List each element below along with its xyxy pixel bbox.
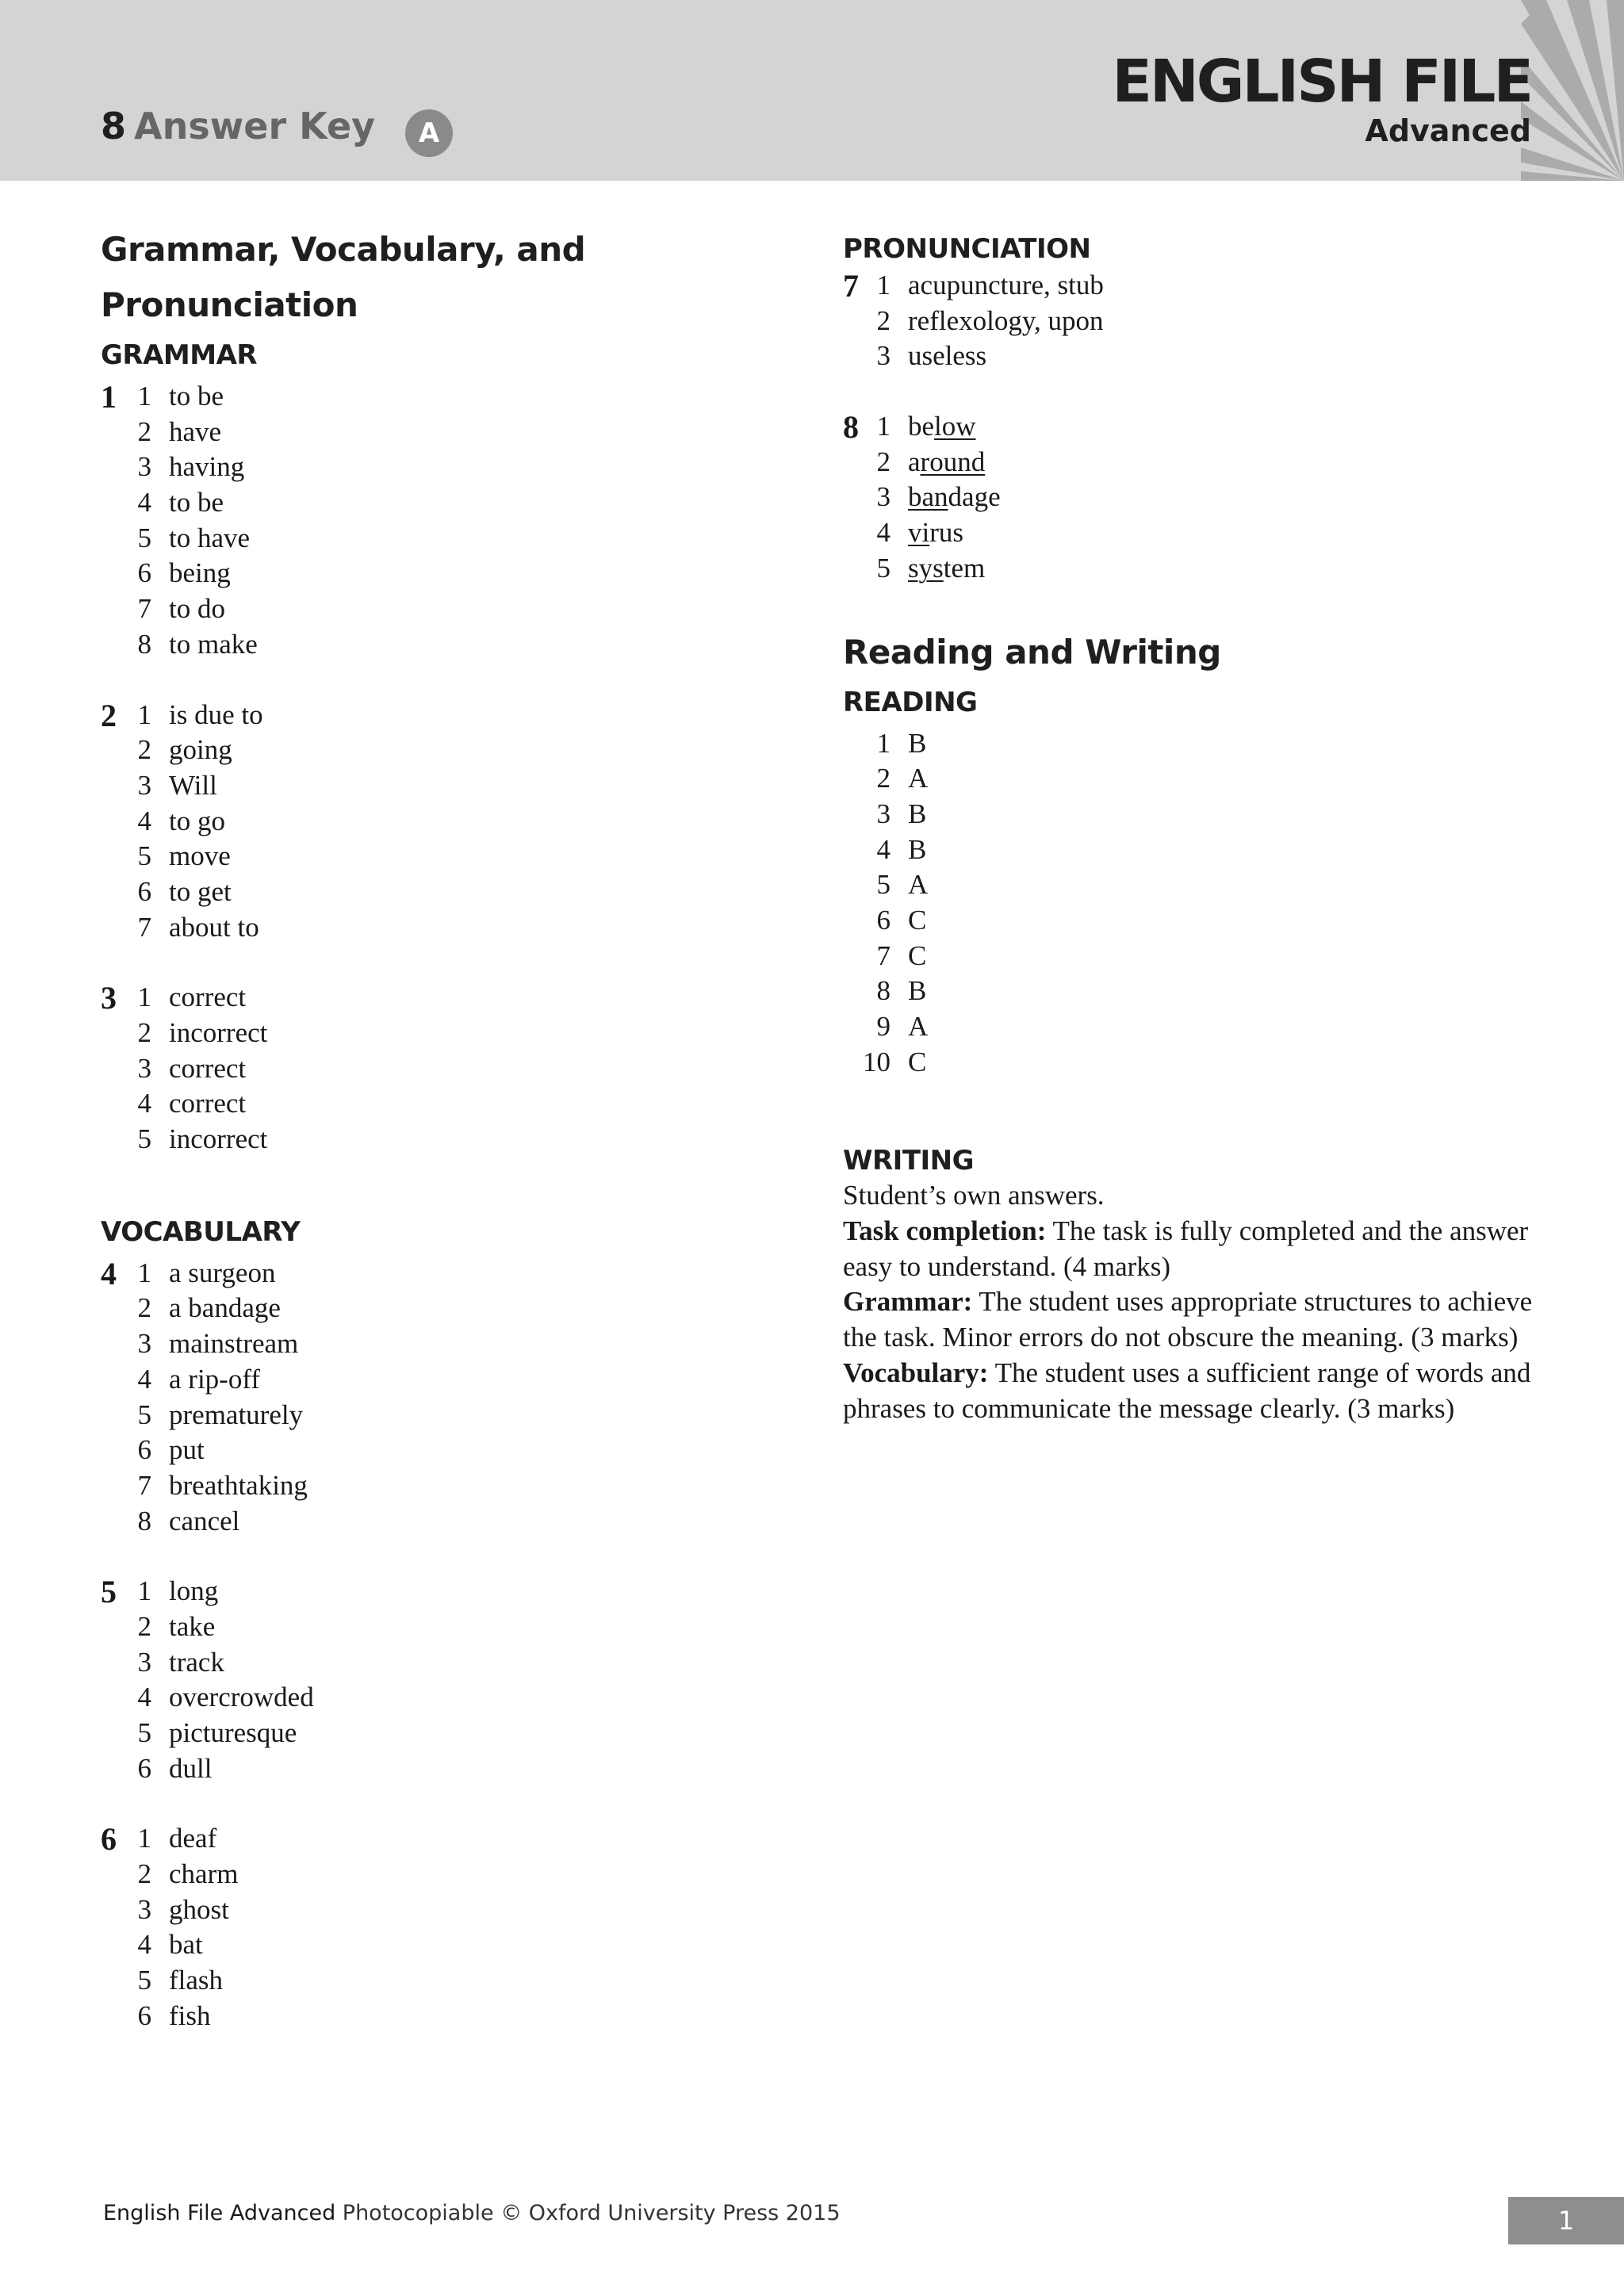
answer-item: 5 flash [137,1965,224,1996]
exercise-2 [101,698,799,946]
exercise-number: 6 [101,1821,117,1858]
answer-item: 3 B [876,798,927,829]
exercise-8 [843,409,1541,586]
answer-item: 5 picturesque [137,1717,297,1748]
unit-title [101,105,375,147]
answer-item: 3 correct [137,1052,247,1084]
answer-item: 4 to go [137,805,225,836]
answer-item: 6 put [137,1434,205,1466]
answer-item: 5 A [876,869,929,901]
page-footer [103,2201,841,2225]
grammar-heading: GRAMMAR [101,339,258,371]
grammar-criterion: Grammar: The student uses appropriate structures to achieve the task. Minor errors do not obscure the meaning. (3 marks) [843,1286,1533,1353]
answer-item: 5 move [137,840,231,872]
answer-item: 1 deaf [137,1823,217,1854]
exercise-5 [101,1574,799,1786]
exercise-number: 4 [101,1255,117,1292]
exercise-number: 7 [843,268,859,304]
section-title-reading-writing: Reading and Writing [843,632,1221,672]
answer-item: 2 going [137,734,232,766]
stressed-syllable: vi [908,517,930,549]
answer-item: 3 Will [137,769,217,801]
answer-item: 2 take [137,1610,216,1642]
answer-item: 1 below [876,411,976,442]
answer-item: 5 prematurely [137,1399,304,1430]
answer-item: 7 C [876,939,927,971]
reading-heading: READING [843,686,978,718]
answer-item: 1 long [137,1575,219,1607]
brand-logo-title: ENGLISH FILE [1112,48,1531,116]
answer-item: 2 A [876,763,929,794]
task-completion-criterion: Task completion: The task is fully completed and the answer easy to understand. (4 marks) [843,1215,1529,1282]
answer-item: 2 charm [137,1858,239,1890]
answer-item: 5 to have [137,522,251,553]
answer-item: 4 B [876,833,927,865]
answer-item: 4 to be [137,487,224,519]
unit-number: 8 [101,105,127,147]
answer-item: 7 to do [137,593,225,625]
brand-level: Advanced [1365,113,1531,148]
exercise-number: 3 [101,980,117,1016]
pronunciation-heading: PRONUNCIATION [843,233,1091,265]
writing-criteria [843,1178,1541,1426]
answer-item: 10 C [863,1046,927,1077]
exercise-number: 1 [101,379,117,415]
answer-item: 6 dull [137,1752,213,1784]
answer-item: 6 to get [137,875,232,907]
answer-item: 8 B [876,975,927,1007]
answer-item: 7 breathtaking [137,1469,308,1501]
answer-key-title: Answer Key [134,105,376,147]
answer-item: 9 A [876,1011,929,1042]
left-column [101,222,799,2034]
answer-item: 3 useless [876,340,987,372]
answer-item: 2 have [137,415,222,447]
answer-item: 4 overcrowded [137,1682,314,1713]
answer-item: 2 around [876,446,986,477]
footer-brand: English File Advanced [103,2201,336,2225]
answer-item: 1 correct [137,982,247,1013]
answer-item: 4 virus [876,517,964,549]
exercise-7 [843,268,1541,374]
writing-heading: WRITING [843,1145,975,1177]
answer-item: 8 to make [137,628,258,660]
exercise-number: 8 [843,409,859,446]
vocabulary-heading: VOCABULARY [101,1215,301,1248]
exercise-6 [101,1821,799,2034]
answer-item: 6 fish [137,1999,211,2031]
answer-item: 4 a rip-off [137,1363,260,1395]
answer-item: 5 system [876,552,986,584]
exercise-3 [101,980,799,1157]
answer-item: 1 B [876,727,927,759]
answer-item: 7 about to [137,911,259,943]
stressed-syllable: sys [908,552,944,584]
answer-item: 3 ghost [137,1893,229,1925]
page-header [0,0,1624,181]
exercise-number: 2 [101,697,117,733]
stressed-syllable: ban [908,481,948,513]
exercise-1 [101,379,799,663]
stressed-syllable: low [934,411,976,442]
answer-item: 1 acupuncture, stub [876,270,1104,300]
answer-item: 3 track [137,1646,224,1678]
answer-item: 4 bat [137,1929,203,1961]
answer-item: 1 a surgeon [137,1257,276,1288]
answer-item: 2 reflexology, upon [876,304,1104,336]
answer-item: 6 being [137,557,231,589]
answer-item: 3 having [137,451,245,483]
answer-item: 8 cancel [137,1505,240,1536]
answer-item: 2 incorrect [137,1017,268,1048]
version-badge: A [405,109,453,157]
page-number: 1 [1508,2197,1624,2244]
exercise-4 [101,1256,799,1540]
answer-item: 5 incorrect [137,1123,268,1155]
answer-item: 6 C [876,904,927,936]
answer-item: 3 bandage [876,481,1001,513]
vocabulary-criterion: Vocabulary: The student uses a sufficient range of words and phrases to communicate the message clearly. (3 marks) [843,1357,1531,1424]
right-column [843,222,1541,1426]
answer-item: 4 correct [137,1088,247,1119]
stressed-syllable: round [920,446,986,477]
section-title-gvp: Grammar, Vocabulary, and Pronunciation [101,230,586,324]
footer-copyright: Photocopiable © Oxford University Press 2015 [335,2201,841,2225]
answer-item: 2 a bandage [137,1292,281,1324]
answer-item: 1 is due to [137,698,263,730]
reading-answers [843,726,1541,1081]
answer-item: 1 to be [137,381,224,411]
exercise-number: 5 [101,1574,117,1610]
answer-item: 3 mainstream [137,1328,299,1360]
writing-intro: Student’s own answers. [843,1180,1105,1211]
